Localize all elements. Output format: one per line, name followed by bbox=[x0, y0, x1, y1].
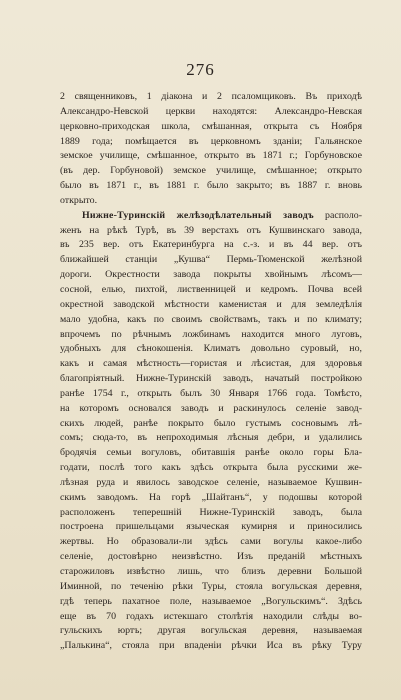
line-text: селеніе, достовѣрно неизвѣстно. Изъ преданій мѣстныхъ bbox=[60, 551, 362, 563]
line-text: гдѣ теперь пахатное поле, называемое „Вогульскимъ“. Здѣсь bbox=[60, 595, 362, 607]
text-line bbox=[60, 179, 362, 194]
line-text: церковно-приходская школа, смѣшанная, открыта съ Ноября bbox=[60, 120, 362, 132]
line-text: старожиловъ извѣстно лишь, что близъ деревни Большой bbox=[60, 566, 362, 577]
line-text: бродячія семьи вогуловъ, обитавшія ранѣе около горы Бла- bbox=[60, 447, 362, 459]
line-text: удобныхъ для сѣнокошенія. Климатъ довольно суровый, но, bbox=[60, 343, 362, 355]
text-line bbox=[60, 372, 362, 387]
text-line bbox=[60, 268, 362, 283]
text-line bbox=[60, 417, 362, 432]
line-text: Александро-Невской церкви находятся: Александро-Невская bbox=[60, 105, 362, 117]
line-text: мало удобна, какъ по своимъ свойствамъ, такъ и по климату; bbox=[60, 313, 362, 325]
text-line bbox=[60, 535, 362, 550]
text-line bbox=[60, 105, 362, 120]
text-line bbox=[60, 313, 362, 328]
line-text: благопріятный. Нижне-Туринскій заводъ, начатый постройкою bbox=[60, 373, 362, 385]
text-line bbox=[60, 446, 362, 461]
line-text: Иминной, по теченію рѣки Туры, стояла вогульская деревня, bbox=[60, 580, 362, 592]
text-line bbox=[60, 506, 362, 521]
text-line bbox=[60, 402, 362, 417]
text-line bbox=[60, 520, 362, 535]
text-line bbox=[60, 238, 362, 253]
text-line bbox=[60, 164, 362, 179]
line-text: земское училище, смѣшанное, открыто въ 1871 г.; Горбуновское bbox=[60, 150, 362, 162]
page-number: 276 bbox=[186, 60, 215, 79]
text-line bbox=[60, 342, 362, 357]
line-text: дороги. Окрестности завода покрыты хвойнымъ лѣсомъ— bbox=[60, 269, 362, 281]
line-text: женъ на рѣкѣ Турѣ, въ 39 верстахъ отъ Кушвинскаго завода, bbox=[60, 224, 362, 236]
line-text: было въ 1871 г., въ 1881 г. было закрыто; въ 1887 г. вновь bbox=[60, 180, 362, 192]
line-text: годати, послѣ того какъ здѣсь открыта была русскими же- bbox=[60, 462, 362, 474]
line-text: гульскихъ юртъ; другая вогульская деревня, называемая bbox=[60, 625, 362, 637]
line-text: „Палькина“, стояла при впаденіи рѣчки Иса въ рѣку Туру bbox=[60, 640, 362, 652]
text-line bbox=[60, 135, 362, 150]
line-text: 1889 года; помѣщается въ церковномъ зданіи; Гальянское bbox=[60, 135, 362, 147]
text-line bbox=[60, 298, 362, 313]
text-line bbox=[60, 253, 362, 268]
line-text: окрестной заводской мѣстности каменистая и для земледѣлія bbox=[60, 298, 362, 310]
line-text: впрочемъ по рѣчнымъ ложбинамъ находится много луговъ, bbox=[60, 328, 362, 340]
text-line bbox=[60, 565, 362, 580]
line-text: жертвы. Но образовали-ли здѣсь сами вогулы какое-либо bbox=[60, 536, 362, 548]
text-line bbox=[60, 149, 362, 164]
line-text: ближайшей станціи „Кушва“ Пермь-Тюменской желѣзной bbox=[60, 254, 362, 266]
text-line bbox=[60, 431, 362, 446]
line-text: построена пришельцами языческая кумирня и приносились bbox=[60, 521, 362, 533]
line-text: въ 235 вер. отъ Екатеринбурга на с.-з. и въ 44 вер. отъ bbox=[60, 239, 362, 251]
line-text: сосной, елью, пихтой, лиственницей и кедромъ. Почва всей bbox=[60, 283, 362, 295]
text-line bbox=[60, 120, 362, 135]
text-line bbox=[60, 90, 362, 105]
line-text: сомъ; сюда-то, въ непроходимыя лѣсныя дебри, и удалились bbox=[60, 432, 362, 444]
text-line bbox=[60, 328, 362, 343]
text-line bbox=[60, 476, 362, 491]
text-line bbox=[60, 283, 362, 298]
text-line bbox=[60, 461, 362, 476]
line-text: расположенъ теперешній Нижне-Туринскій заводъ, была bbox=[60, 506, 362, 518]
text-line bbox=[60, 209, 362, 224]
body-text bbox=[60, 90, 362, 654]
section-heading: Нижне-Туринскій желѣзодѣлательный заводъ bbox=[82, 209, 314, 221]
text-line bbox=[60, 639, 362, 654]
line-text: открыто. bbox=[60, 194, 98, 206]
line-text: скихъ людей, ранѣе покрыто было густымъ сосновымъ лѣ- bbox=[60, 417, 362, 429]
line-text: скимъ заводомъ. На горѣ „Шайтанъ“, у подошвы которой bbox=[60, 491, 362, 503]
line-text: еще въ 70 годахъ истекшаго столѣтія находили слѣды во- bbox=[60, 610, 362, 622]
line-text: 2 священниковъ, 1 діакона и 2 псаломщиковъ. Въ приходѣ bbox=[60, 91, 362, 102]
text-line bbox=[60, 624, 362, 639]
text-line bbox=[60, 194, 362, 209]
line-text: (въ дер. Горбуновой) земское училище, смѣшанное; открыто bbox=[60, 165, 362, 177]
text-line bbox=[60, 491, 362, 506]
line-text: располо- bbox=[313, 209, 362, 221]
text-line bbox=[60, 224, 362, 239]
text-line bbox=[60, 610, 362, 625]
text-line bbox=[60, 550, 362, 565]
text-line bbox=[60, 387, 362, 402]
text-line bbox=[60, 357, 362, 372]
line-text: ранѣе 1754 г., открыть былъ 30 Января 1766 года. Томѣсто, bbox=[60, 387, 362, 399]
line-text: какъ и самая мѣстность—гористая и лѣсистая, для здоровья bbox=[60, 358, 362, 370]
line-text: лѣзная руда и явилось заводское селеніе, называемое Кушвин- bbox=[60, 476, 362, 488]
text-line bbox=[60, 595, 362, 610]
line-text: на которомъ основался заводъ и раскинулось селеніе завод- bbox=[60, 402, 362, 414]
text-line bbox=[60, 580, 362, 595]
